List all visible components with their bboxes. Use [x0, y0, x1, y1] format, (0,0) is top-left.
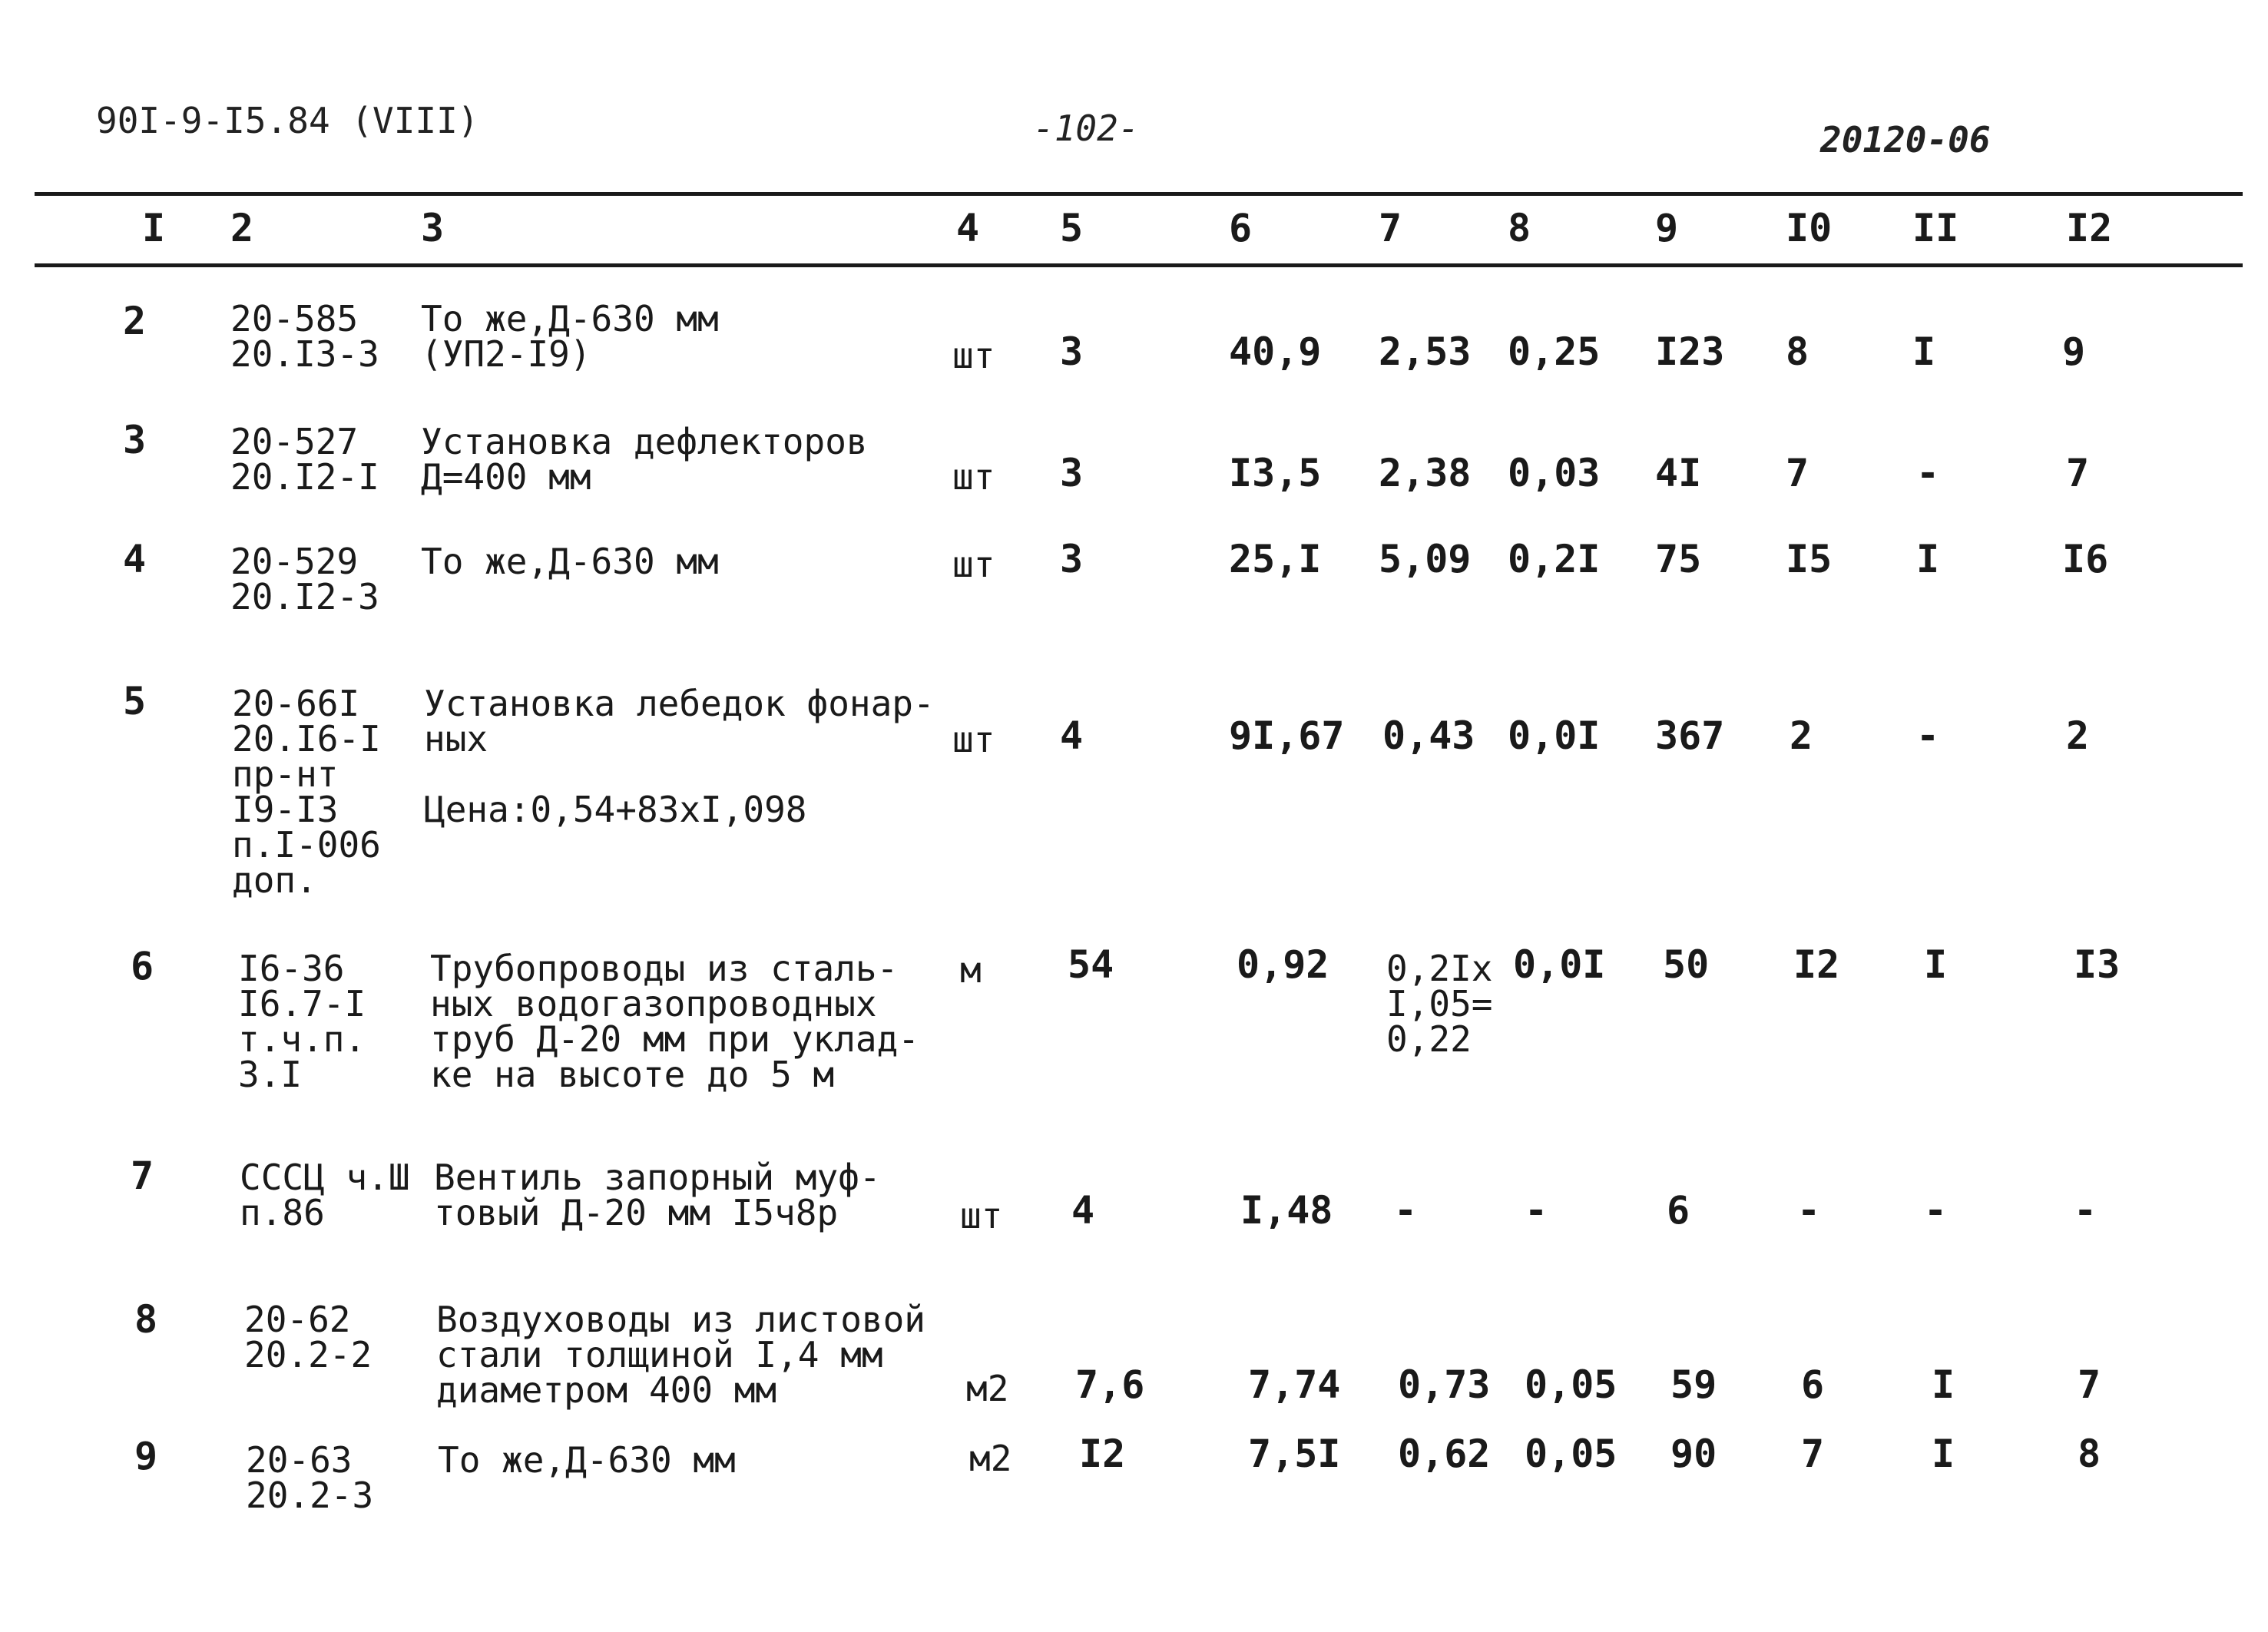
col11-value: I — [1932, 1362, 1955, 1407]
col10-value: 2 — [1790, 713, 1813, 758]
col12-value: 7 — [2066, 451, 2090, 495]
col10-value: 7 — [1801, 1432, 1825, 1476]
norm-code: I6-36 I6.7-I т.ч.п. 3.I — [238, 948, 366, 1095]
quantity: 3 — [1060, 329, 1084, 374]
column-header-8: 8 — [1508, 206, 1531, 250]
row-number: 9 — [134, 1434, 158, 1478]
col6-value: 0,92 — [1237, 942, 1329, 987]
col10-value: 8 — [1786, 329, 1809, 374]
work-description: Установка дефлекторов Д=400 мм — [421, 421, 868, 498]
col10-value: I5 — [1786, 537, 1833, 581]
col9-value: 367 — [1655, 713, 1725, 758]
col6-value: 7,5I — [1248, 1432, 1341, 1476]
norm-code: 20-62 20.2-2 — [244, 1299, 372, 1375]
col9-value: 90 — [1670, 1432, 1717, 1476]
column-header-11: II — [1912, 206, 1959, 250]
column-header-12: I2 — [2066, 206, 2113, 250]
col9-value: 50 — [1663, 942, 1710, 987]
norm-code: 20-529 20.I2-3 — [230, 541, 379, 617]
work-description: Установка лебедок фонар- ных Цена:0,54+83хI,098 — [424, 683, 935, 830]
work-description: Воздуховоды из листовой стали толщиной I,4 мм диаметром 400 мм — [436, 1299, 925, 1411]
col12-value: I3 — [2074, 942, 2121, 987]
column-header-9: 9 — [1655, 206, 1679, 250]
norm-code: 20-66I 20.I6-I пр-нт I9-I3 п.I-006 доп. — [232, 683, 381, 901]
col6-value: I,48 — [1240, 1188, 1333, 1233]
column-header-5: 5 — [1060, 206, 1084, 250]
column-header-7: 7 — [1379, 206, 1402, 250]
quantity: I2 — [1079, 1432, 1126, 1476]
unit: шт — [960, 1195, 1003, 1236]
col7-value: 0,73 — [1398, 1362, 1491, 1407]
row-number: 5 — [123, 679, 147, 723]
col10-value: 6 — [1801, 1362, 1825, 1407]
sheet-code: 20120-06 — [1820, 119, 1991, 161]
col7-value: 2,38 — [1379, 451, 1472, 495]
col8-value: 0,0I — [1508, 713, 1601, 758]
unit: м — [960, 949, 982, 991]
quantity: 3 — [1060, 537, 1084, 581]
work-description: То же,Д-630 мм (УП2-I9) — [421, 298, 719, 375]
row-number: 2 — [123, 299, 147, 343]
norm-code: СССЦ ч.Ш п.86 — [240, 1157, 410, 1233]
col12-value: 9 — [2062, 329, 2086, 374]
col8-value: 0,05 — [1525, 1362, 1617, 1407]
quantity: 4 — [1071, 1188, 1095, 1233]
unit: шт — [952, 719, 995, 760]
col11-value: I — [1932, 1432, 1955, 1476]
col9-value: I23 — [1655, 329, 1725, 374]
col7-value: - — [1394, 1188, 1418, 1233]
quantity: 54 — [1068, 942, 1114, 987]
norm-code: 20-63 20.2-3 — [246, 1439, 374, 1516]
col10-value: I2 — [1793, 942, 1840, 987]
row-number: 7 — [131, 1154, 154, 1198]
column-header-4: 4 — [956, 206, 980, 250]
quantity: 3 — [1060, 451, 1084, 495]
col6-value: 9I,67 — [1229, 713, 1345, 758]
col12-value: - — [2074, 1188, 2097, 1233]
col12-value: I6 — [2062, 537, 2109, 581]
col10-value: 7 — [1786, 451, 1809, 495]
col8-value: 0,0I — [1513, 942, 1606, 987]
col12-value: 2 — [2066, 713, 2090, 758]
col8-value: 0,05 — [1525, 1432, 1617, 1476]
col6-value: I3,5 — [1229, 451, 1322, 495]
col12-value: 7 — [2078, 1362, 2101, 1407]
col9-value: 4I — [1655, 451, 1702, 495]
column-header-10: I0 — [1786, 206, 1833, 250]
col9-value: 6 — [1667, 1188, 1690, 1233]
quantity: 4 — [1060, 713, 1084, 758]
document-code: 90I-9-I5.84 (VIII) — [96, 100, 479, 141]
work-description: То же,Д-630 мм — [421, 541, 719, 582]
work-description: Трубопроводы из сталь- ных водогазопроводных труб Д-20 мм при уклад- ке на высоте до 5 м — [430, 948, 919, 1095]
column-header-3: 3 — [421, 206, 445, 250]
table-top-rule — [35, 192, 2243, 196]
col11-value: - — [1916, 713, 1940, 758]
col6-value: 25,I — [1229, 537, 1322, 581]
norm-code: 20-527 20.I2-I — [230, 421, 379, 498]
row-number: 3 — [123, 418, 147, 462]
col6-value: 40,9 — [1229, 329, 1322, 374]
table-header-rule — [35, 263, 2243, 267]
col11-value: - — [1924, 1188, 1948, 1233]
unit: шт — [952, 456, 995, 498]
col7-value: 0,43 — [1382, 713, 1475, 758]
col7-value: 5,09 — [1379, 537, 1472, 581]
col11-value: - — [1916, 451, 1940, 495]
col11-value: I — [1912, 329, 1936, 374]
col6-value: 7,74 — [1248, 1362, 1341, 1407]
work-description: Вентиль запорный муф- товый Д-20 мм I5ч8р — [434, 1157, 881, 1233]
col7-value: 2,53 — [1379, 329, 1472, 374]
row-number: 4 — [123, 537, 147, 581]
column-header-2: 2 — [230, 206, 254, 250]
norm-code: 20-585 20.I3-3 — [230, 298, 379, 375]
col8-value: 0,2I — [1508, 537, 1601, 581]
col8-value: - — [1525, 1188, 1548, 1233]
quantity: 7,6 — [1075, 1362, 1145, 1407]
row-number: 8 — [134, 1297, 158, 1342]
col11-value: I — [1924, 942, 1948, 987]
col8-value: 0,03 — [1508, 451, 1601, 495]
page-number: -102- — [1033, 108, 1140, 149]
col7-value: 0,62 — [1398, 1432, 1491, 1476]
row-number: 6 — [131, 944, 154, 988]
column-header-1: I — [142, 206, 166, 250]
unit: м2 — [966, 1368, 1009, 1409]
col8-value: 0,25 — [1508, 329, 1601, 374]
work-description: То же,Д-630 мм — [438, 1439, 736, 1481]
unit: м2 — [969, 1438, 1012, 1479]
column-header-6: 6 — [1229, 206, 1253, 250]
col12-value: 8 — [2078, 1432, 2101, 1476]
col10-value: - — [1797, 1188, 1821, 1233]
unit: шт — [952, 335, 995, 376]
col11-value: I — [1916, 537, 1940, 581]
col7-value: 0,2Iх I,05= 0,22 — [1386, 948, 1493, 1060]
col9-value: 59 — [1670, 1362, 1717, 1407]
unit: шт — [952, 544, 995, 585]
col9-value: 75 — [1655, 537, 1702, 581]
